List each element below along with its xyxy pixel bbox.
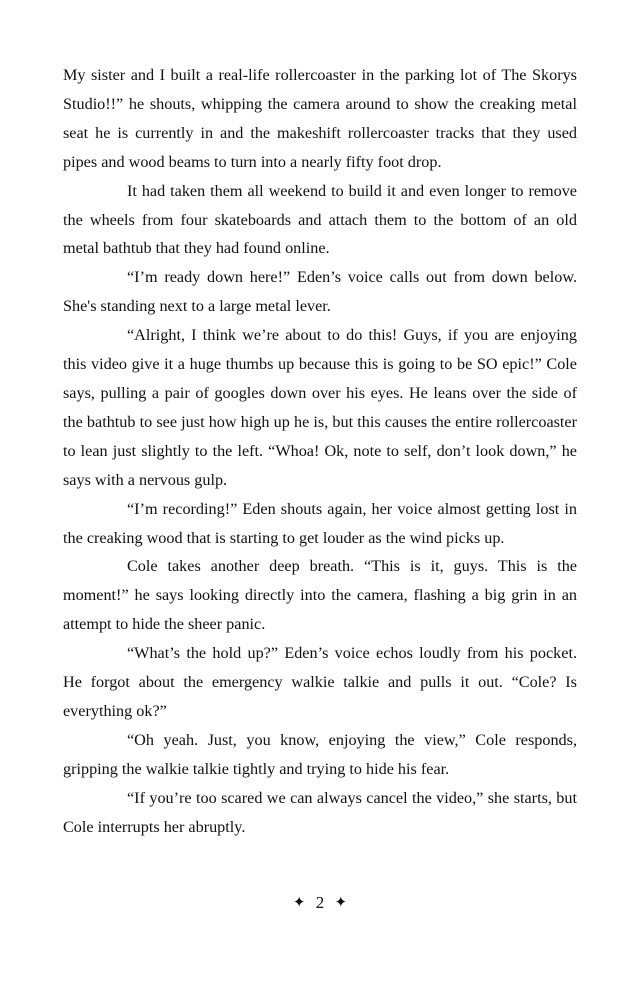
star-ornament-icon: ✦: [334, 893, 348, 911]
page-footer: [0, 892, 640, 913]
paragraph: “I’m recording!” Eden shouts again, her voice almost getting lost in the creaking wood that is starting to get louder as the wind picks up.: [63, 499, 577, 547]
paragraph: “Alright, I think we’re about to do this! Guys, if you are enjoying this video give it a huge thumbs up because this is going to be SO epic!” Cole says, pulling a pair of googles down over his eyes. He leans over the side of the bathtub to see just how high up he is, but this causes the entire rollercoaster to lean just slightly to the left. “Whoa! Ok, note to self, don’t look down,” he says with a nervous gulp.: [63, 326, 577, 489]
paragraph: “If you’re too scared we can always cancel the video,” she starts, but Cole interrupts her abruptly.: [63, 788, 577, 836]
paragraph: Cole takes another deep breath. “This is it, guys. This is the moment!” he says looking directly into the camera, flashing a big grin in an attempt to hide the sheer panic.: [63, 557, 577, 634]
body-text: [63, 61, 577, 841]
paragraph: “Oh yeah. Just, you know, enjoying the view,” Cole responds, gripping the walkie talkie tightly and trying to hide his fear.: [63, 730, 577, 778]
paragraph: “What’s the hold up?” Eden’s voice echos loudly from his pocket. He forgot about the emergency walkie talkie and pulls it out. “Cole? Is everything ok?”: [63, 644, 577, 720]
page-number: 2: [315, 893, 325, 912]
paragraph: “I’m ready down here!” Eden’s voice calls out from down below. She's standing next to a large metal lever.: [63, 268, 577, 316]
star-ornament-icon: ✦: [292, 893, 306, 911]
paragraph: It had taken them all weekend to build it and even longer to remove the wheels from four skateboards and attach them to the bottom of an old metal bathtub that they had found online.: [63, 181, 577, 258]
paragraph: My sister and I built a real-life rollercoaster in the parking lot of The Skorys Studio!!” he shouts, whipping the camera around to show the creaking metal seat he is currently in and the makeshift rollercoaster tracks that they used pipes and wood beams to turn into a nearly fifty foot drop.: [63, 66, 577, 171]
